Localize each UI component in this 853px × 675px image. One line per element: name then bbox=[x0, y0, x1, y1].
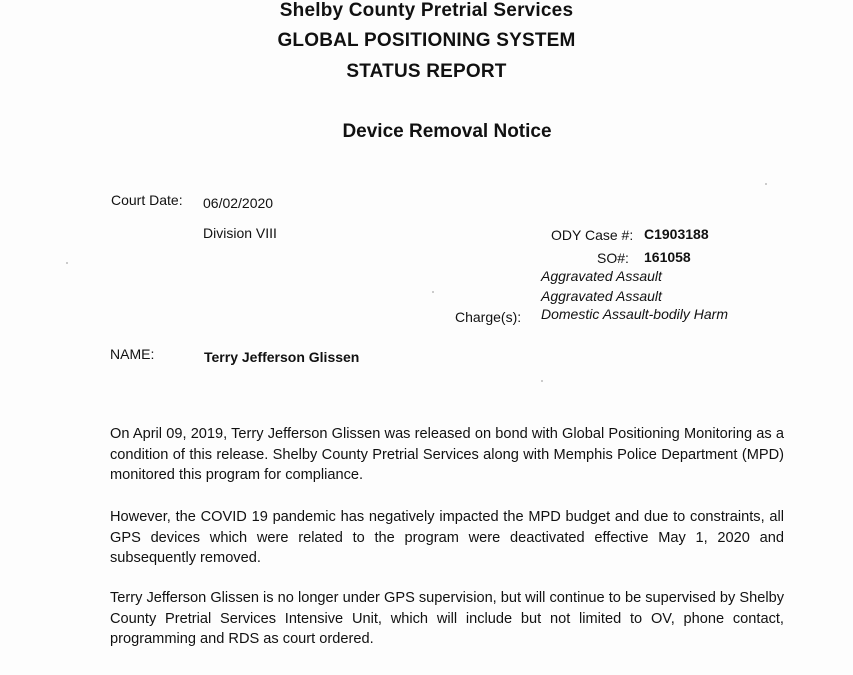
scan-speck bbox=[66, 262, 68, 264]
ody-case-label: ODY Case #: bbox=[551, 227, 634, 243]
scan-speck bbox=[765, 183, 767, 185]
paragraph-covid: However, the COVID 19 pandemic has negatively impacted the MPD budget and due to constraints, all GPS devices which were related to the program were deactivated effective May 1, 2020 and subsequently removed. bbox=[110, 509, 784, 566]
header-system: GLOBAL POSITIONING SYSTEM bbox=[277, 30, 576, 51]
court-date-label: Court Date: bbox=[111, 192, 183, 208]
notice-title: Device Removal Notice bbox=[342, 121, 552, 142]
charge-item: Domestic Assault-bodily Harm bbox=[541, 306, 728, 322]
ody-case-value: C1903188 bbox=[644, 226, 709, 242]
name-label: NAME: bbox=[110, 346, 155, 362]
charge-item: Aggravated Assault bbox=[541, 288, 662, 304]
court-date-value: 06/02/2020 bbox=[203, 195, 274, 211]
header-agency: Shelby County Pretrial Services bbox=[279, 0, 574, 21]
name-value: Terry Jefferson Glissen bbox=[204, 349, 360, 365]
charge-item: Aggravated Assault bbox=[541, 268, 662, 284]
header-report: STATUS REPORT bbox=[346, 61, 507, 82]
paragraph-release: On April 09, 2019, Terry Jefferson Glissen was released on bond with Global Positioning Monitoring as a condition of this release. Shelby County Pretrial Services along with Memphis Police Department (MPD) monitored this program for compliance. bbox=[110, 426, 784, 483]
scan-speck bbox=[432, 291, 434, 293]
scan-speck bbox=[541, 380, 543, 382]
charges-label: Charge(s): bbox=[455, 309, 522, 325]
division: Division VIII bbox=[203, 225, 277, 241]
so-value: 161058 bbox=[644, 249, 691, 265]
paragraph-supervision: Terry Jefferson Glissen is no longer under GPS supervision, but will continue to be supervised by Shelby County Pretrial Services Intensive Unit, which will include but not limited to OV, phone contact, programming and RDS as court ordered. bbox=[110, 590, 784, 647]
so-label: SO#: bbox=[597, 250, 629, 266]
